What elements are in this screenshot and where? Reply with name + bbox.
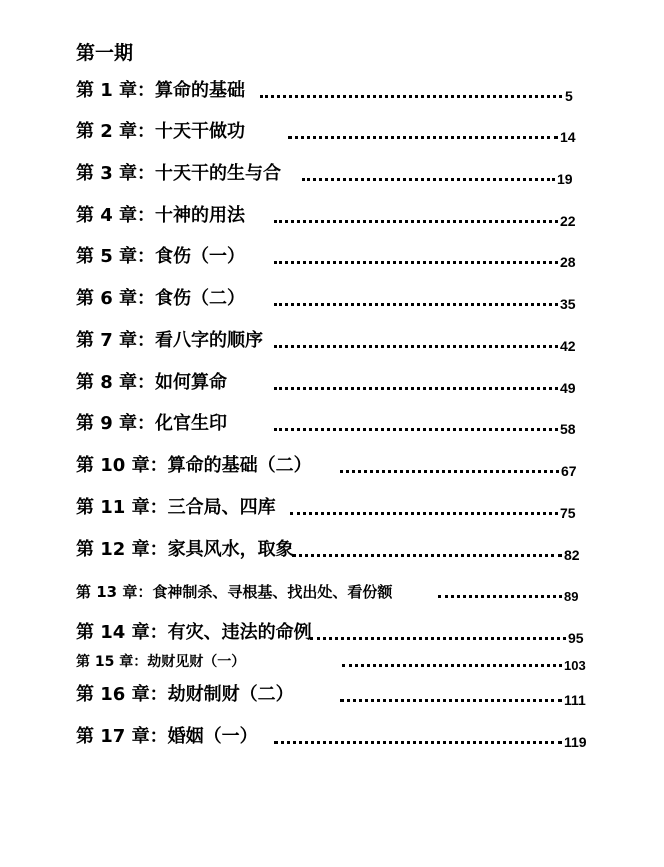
toc-entry-2[interactable] — [76, 119, 590, 145]
page-number: 111 — [564, 692, 586, 708]
page-number: 58 — [560, 421, 576, 437]
page-number: 82 — [564, 547, 580, 563]
chapter-title: 第 6 章：食伤（二） — [76, 288, 246, 309]
chapter-title: 第 7 章：看八字的顺序 — [76, 330, 264, 351]
toc-entry-8[interactable] — [76, 370, 590, 396]
page-heading: 第一期 — [76, 42, 134, 64]
chapter-title: 第 2 章：十天干做功 — [76, 121, 246, 142]
chapter-title: 第 8 章：如何算命 — [76, 372, 228, 393]
dot-leader — [274, 303, 558, 306]
page-number: 49 — [560, 380, 576, 396]
dot-leader — [290, 512, 558, 515]
toc-entry-14[interactable] — [76, 620, 590, 646]
dot-leader — [274, 387, 558, 390]
toc-entry-7[interactable] — [76, 328, 590, 354]
dot-leader — [302, 178, 555, 181]
dot-leader — [260, 95, 562, 98]
chapter-title: 第 15 章：劫财见财（一） — [76, 654, 246, 670]
toc-entry-5[interactable] — [76, 244, 590, 270]
toc-entry-9[interactable] — [76, 411, 590, 437]
page-number: 67 — [561, 463, 577, 479]
page-number: 103 — [564, 658, 586, 673]
chapter-title: 第 9 章：化官生印 — [76, 413, 228, 434]
toc-entry-1[interactable] — [76, 78, 590, 104]
page-number: 35 — [560, 296, 576, 312]
dot-leader — [342, 664, 562, 667]
toc-entry-3[interactable] — [76, 161, 590, 187]
chapter-title: 第 12 章：家具风水，取象 — [76, 539, 294, 560]
dot-leader — [292, 554, 562, 557]
toc-entry-12[interactable] — [76, 537, 590, 563]
chapter-title: 第 17 章：婚姻（一） — [76, 726, 258, 747]
page-number: 119 — [564, 734, 587, 750]
toc-entry-15[interactable] — [76, 651, 590, 673]
page-number: 95 — [568, 630, 584, 646]
page-number: 5 — [565, 88, 573, 104]
chapter-title: 第 16 章：劫财制财（二） — [76, 684, 294, 705]
chapter-title: 第 14 章：有灾、违法的命例 — [76, 622, 312, 643]
dot-leader — [274, 741, 562, 744]
page-number: 75 — [560, 505, 576, 521]
dot-leader — [288, 136, 558, 139]
dot-leader — [274, 345, 558, 348]
page-number: 14 — [560, 129, 576, 145]
chapter-title: 第 3 章：十天干的生与合 — [76, 163, 282, 184]
chapter-title: 第 5 章：食伤（一） — [76, 246, 246, 267]
toc-entry-17[interactable] — [76, 724, 590, 750]
chapter-title: 第 1 章：算命的基础 — [76, 80, 246, 101]
dot-leader — [274, 261, 558, 264]
dot-leader — [274, 428, 558, 431]
page-number: 19 — [557, 171, 573, 187]
toc-entry-13[interactable] — [76, 578, 590, 604]
toc-entry-10[interactable] — [76, 453, 590, 479]
chapter-title: 第 4 章：十神的用法 — [76, 205, 246, 226]
chapter-title: 第 11 章：三合局、四库 — [76, 497, 276, 518]
page-number: 42 — [560, 338, 576, 354]
dot-leader — [274, 220, 558, 223]
toc-entry-16[interactable] — [76, 682, 590, 708]
dot-leader — [310, 637, 566, 640]
chapter-title: 第 13 章：食神制杀、寻根基、找出处、看份额 — [76, 583, 393, 601]
page-number: 22 — [560, 213, 576, 229]
toc-entry-6[interactable] — [76, 286, 590, 312]
chapter-title: 第 10 章：算命的基础（二） — [76, 455, 312, 476]
dot-leader — [438, 595, 562, 598]
toc-entry-11[interactable] — [76, 495, 590, 521]
dot-leader — [340, 470, 559, 473]
dot-leader — [340, 699, 562, 702]
toc-entry-4[interactable] — [76, 203, 590, 229]
page-number: 28 — [560, 254, 576, 270]
page-number: 89 — [564, 589, 579, 604]
